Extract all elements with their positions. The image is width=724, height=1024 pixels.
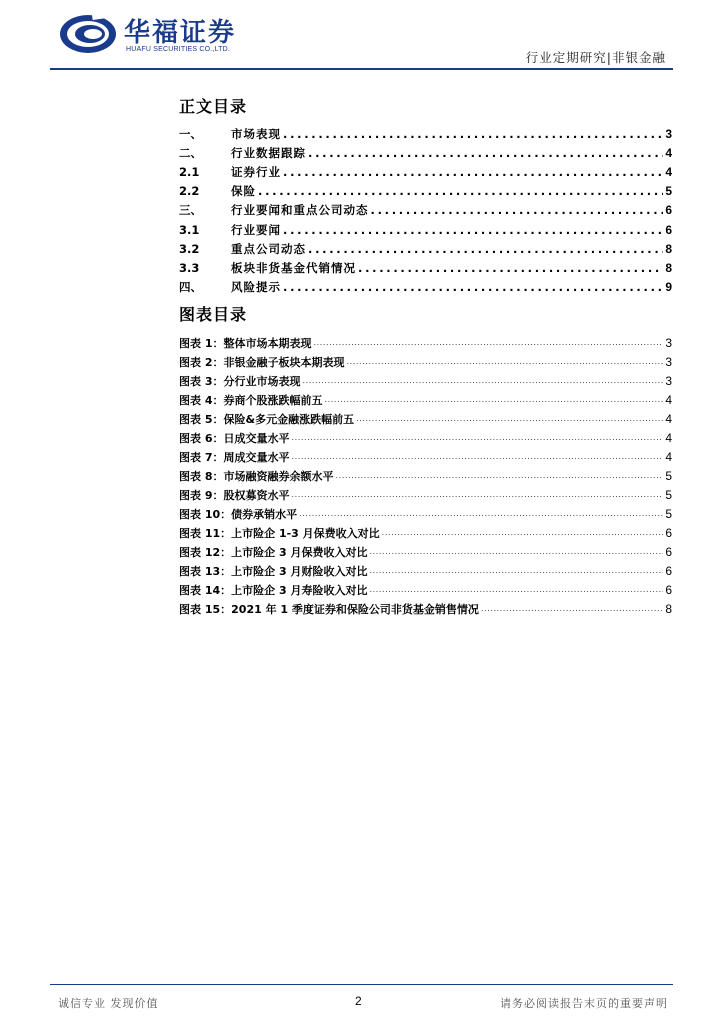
toc-item[interactable] xyxy=(179,278,672,297)
figure-item-page: 8 xyxy=(665,601,672,616)
figures-list xyxy=(179,333,672,618)
toc-item-number: 3.1 xyxy=(179,222,200,237)
figure-item-label: 图表 6：日成交量水平 xyxy=(179,431,290,445)
figure-item-label: 图表 9：股权募资水平 xyxy=(179,488,290,502)
toc-item-number: 2.2 xyxy=(179,184,200,199)
figure-list-item[interactable] xyxy=(179,428,672,447)
toc-item[interactable] xyxy=(179,220,672,239)
toc-leader-dots xyxy=(283,165,663,179)
report-type: 行业定期研究|非银金融 xyxy=(525,50,666,65)
figure-item-label: 图表 7：周成交量水平 xyxy=(179,450,290,464)
figure-item-label: 图表 2：非银金融子板块本期表现 xyxy=(179,355,345,369)
toc-item-label: 行业要闻 xyxy=(231,222,281,237)
figure-leader-dots xyxy=(324,395,663,404)
figure-leader-dots xyxy=(335,471,663,480)
toc-item-number: 2.1 xyxy=(179,164,200,179)
figure-list-item[interactable] xyxy=(179,352,672,371)
figure-item-label: 图表 3：分行业市场表现 xyxy=(179,374,301,388)
toc-item-label: 行业要闻和重点公司动态 xyxy=(231,203,369,218)
figure-item-page: 4 xyxy=(665,411,672,426)
figure-list-item[interactable] xyxy=(179,333,672,352)
toc-item-page: 4 xyxy=(665,164,672,179)
figure-item-label: 图表 5：保险&多元金融涨跌幅前五 xyxy=(179,412,355,426)
figure-leader-dots xyxy=(313,338,663,347)
figure-leader-dots xyxy=(481,604,663,613)
figure-list-item[interactable] xyxy=(179,390,672,409)
footer-divider xyxy=(50,984,673,985)
figure-item-label: 图表 12：上市险企 3 月保费收入对比 xyxy=(179,545,368,559)
toc-item-label: 行业数据跟踪 xyxy=(231,145,306,160)
toc-leader-dots xyxy=(283,280,663,294)
figure-leader-dots xyxy=(356,414,663,423)
figure-item-label: 图表 4：券商个股涨跌幅前五 xyxy=(179,393,323,407)
figure-item-page: 3 xyxy=(665,373,672,388)
toc-leader-dots xyxy=(308,146,663,160)
toc-leader-dots xyxy=(258,184,663,198)
toc-item-label: 板块非货基金代销情况 xyxy=(231,260,356,275)
toc-item-page: 3 xyxy=(665,126,672,141)
header-divider xyxy=(50,68,673,70)
footer-slogan: 诚信专业 发现价值 xyxy=(58,997,159,1010)
figure-leader-dots xyxy=(291,452,663,461)
figure-item-page: 5 xyxy=(665,506,672,521)
figure-item-page: 4 xyxy=(665,430,672,445)
figure-item-page: 6 xyxy=(665,525,672,540)
figure-item-page: 4 xyxy=(665,392,672,407)
toc-leader-dots xyxy=(283,127,663,141)
figure-leader-dots xyxy=(299,509,663,518)
figure-list-item[interactable] xyxy=(179,466,672,485)
figure-leader-dots xyxy=(369,566,663,575)
figure-leader-dots xyxy=(369,585,663,594)
figure-list-item[interactable] xyxy=(179,542,672,561)
figure-list-item[interactable] xyxy=(179,599,672,618)
figure-item-page: 5 xyxy=(665,468,672,483)
toc-item-label: 保险 xyxy=(231,184,256,199)
figure-item-label: 图表 1：整体市场本期表现 xyxy=(179,336,312,350)
toc-leader-dots xyxy=(371,203,664,217)
figure-leader-dots xyxy=(382,528,664,537)
toc-leader-dots xyxy=(283,223,663,237)
toc-item-page: 6 xyxy=(665,203,672,218)
toc-item-number: 三、 xyxy=(179,203,202,218)
footer-disclaimer: 请务必阅读报告末页的重要声明 xyxy=(500,997,668,1010)
toc-list xyxy=(179,124,672,297)
toc-leader-dots xyxy=(308,242,663,256)
toc-item-label: 风险提示 xyxy=(231,280,281,295)
toc-title: 正文目录 xyxy=(179,97,248,116)
figure-leader-dots xyxy=(369,547,663,556)
toc-item-page: 5 xyxy=(665,184,672,199)
toc-item[interactable] xyxy=(179,258,672,277)
toc-item-label: 重点公司动态 xyxy=(231,241,306,256)
figure-leader-dots xyxy=(291,433,663,442)
figure-list-item[interactable] xyxy=(179,523,672,542)
figure-list-item[interactable] xyxy=(179,561,672,580)
figure-item-page: 6 xyxy=(665,582,672,597)
toc-item-page: 8 xyxy=(665,260,672,275)
figure-item-label: 图表 13：上市险企 3 月财险收入对比 xyxy=(179,564,368,578)
figure-list-item[interactable] xyxy=(179,485,672,504)
toc-item-label: 证券行业 xyxy=(231,164,281,179)
toc-item-number: 3.3 xyxy=(179,260,200,275)
figure-item-label: 图表 8：市场融资融券余额水平 xyxy=(179,469,334,483)
toc-item[interactable] xyxy=(179,143,672,162)
figure-item-page: 6 xyxy=(665,563,672,578)
figure-leader-dots xyxy=(302,376,663,385)
figure-item-label: 图表 14：上市险企 3 月寿险收入对比 xyxy=(179,583,368,597)
toc-item[interactable] xyxy=(179,239,672,258)
figure-item-label: 图表 10：债券承销水平 xyxy=(179,507,298,521)
toc-item[interactable] xyxy=(179,162,672,181)
toc-item-number: 四、 xyxy=(179,280,202,295)
toc-item-page: 9 xyxy=(665,280,672,295)
company-logo xyxy=(58,12,268,60)
toc-item-number: 一、 xyxy=(179,126,202,141)
figure-item-page: 3 xyxy=(665,335,672,350)
logo-swirl-icon xyxy=(58,12,122,56)
figure-item-label: 图表 15：2021 年 1 季度证券和保险公司非货基金销售情况 xyxy=(179,602,479,616)
figure-list-item[interactable] xyxy=(179,580,672,599)
figure-list-item[interactable] xyxy=(179,447,672,466)
toc-item-page: 6 xyxy=(665,222,672,237)
page-header xyxy=(0,0,724,72)
toc-item-number: 3.2 xyxy=(179,241,200,256)
figure-item-page: 5 xyxy=(665,487,672,502)
toc-item-label: 市场表现 xyxy=(231,126,281,141)
logo-chinese-name: 华福证券 xyxy=(124,18,237,48)
figure-item-page: 4 xyxy=(665,449,672,464)
figure-list-item[interactable] xyxy=(179,371,672,390)
figure-leader-dots xyxy=(346,357,663,366)
figures-title: 图表目录 xyxy=(179,305,248,324)
toc-leader-dots xyxy=(358,261,663,275)
toc-item-page: 4 xyxy=(665,145,672,160)
page-number: 2 xyxy=(355,994,362,1008)
figure-leader-dots xyxy=(291,490,663,499)
figure-item-page: 3 xyxy=(665,354,672,369)
toc-item[interactable] xyxy=(179,182,672,201)
toc-item[interactable] xyxy=(179,124,672,143)
toc-item-number: 二、 xyxy=(179,145,202,160)
figure-item-label: 图表 11：上市险企 1-3 月保费收入对比 xyxy=(179,526,380,540)
toc-item[interactable] xyxy=(179,201,672,220)
figure-item-page: 6 xyxy=(665,544,672,559)
figure-list-item[interactable] xyxy=(179,504,672,523)
figure-list-item[interactable] xyxy=(179,409,672,428)
logo-english-name: HUAFU SECURITIES CO.,LTD. xyxy=(126,46,231,53)
toc-item-page: 8 xyxy=(665,241,672,256)
